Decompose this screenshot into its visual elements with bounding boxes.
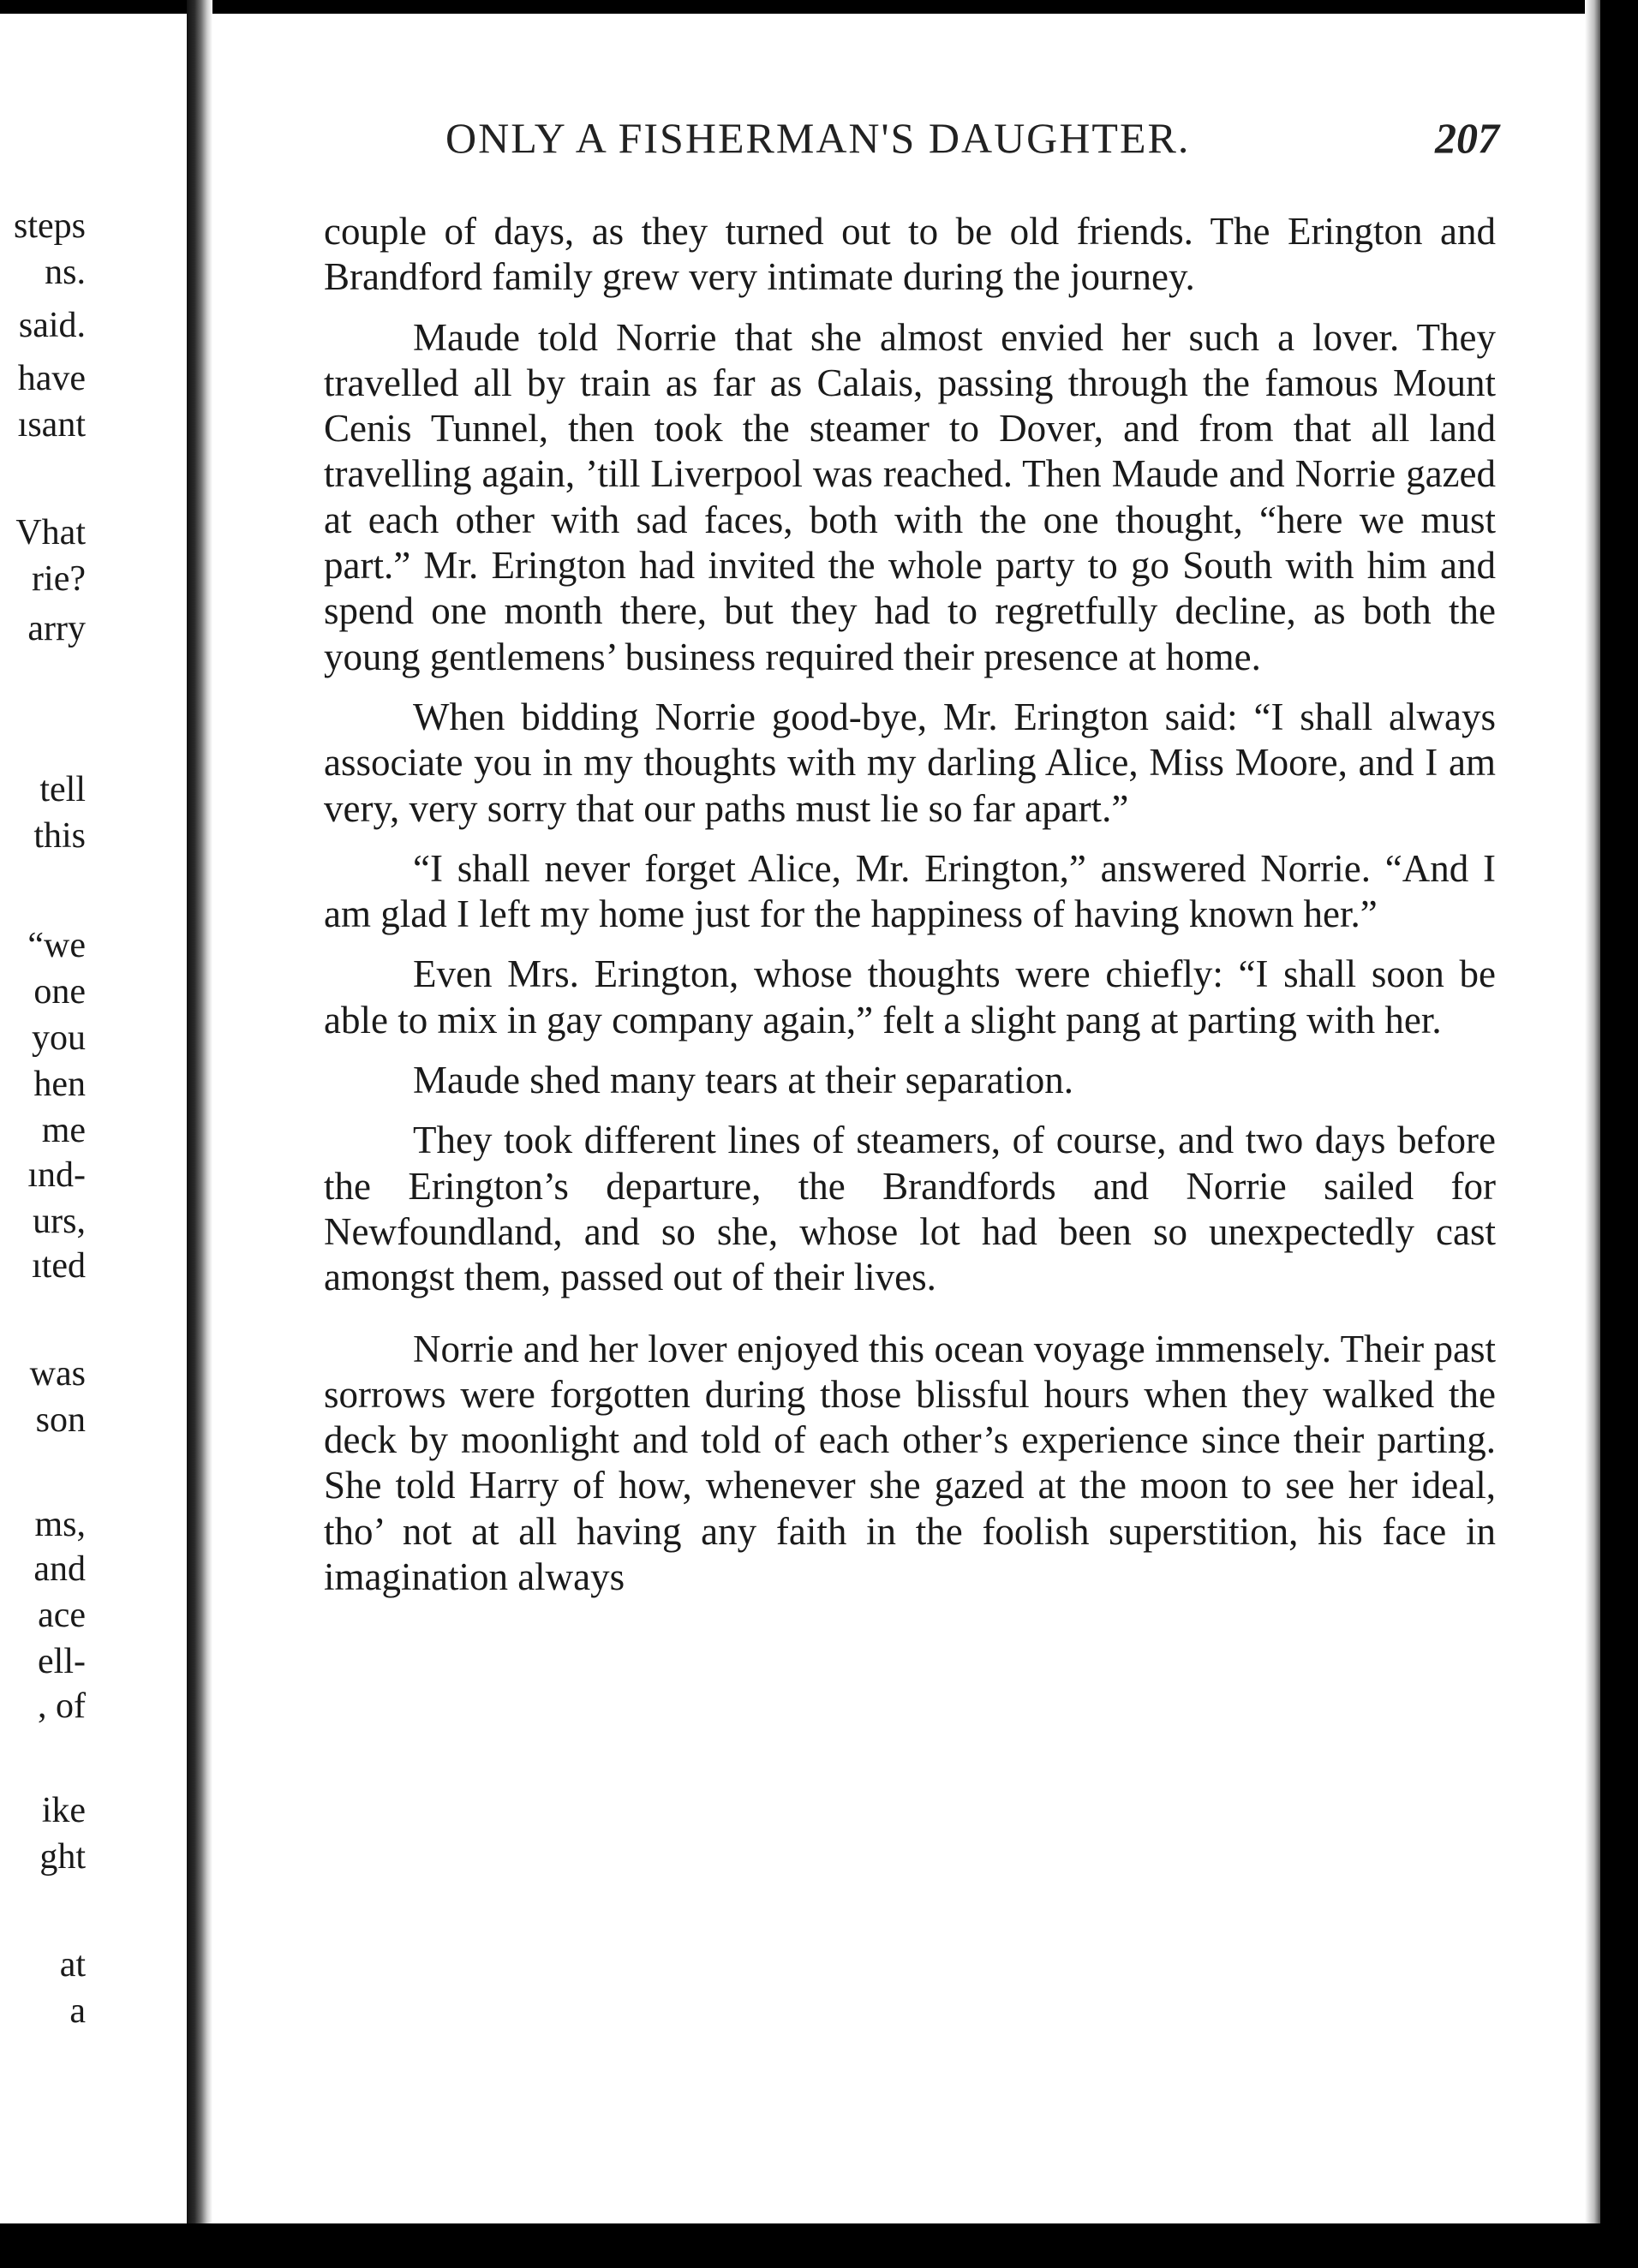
scan-border-top bbox=[0, 0, 1638, 14]
fragment-line: ınd- bbox=[27, 1155, 86, 1195]
paragraph: Norrie and her lover enjoyed this ocean voyage immensely. Their past sorrows were forgotten during those blissful hours when they walked the deck by moonlight and told of each other’s experience since their parting. She told Harry of how, whenever she gazed at the moon to see her ideal, tho’ not at all having any faith in the foolish superstition, his face in imagination always bbox=[324, 1327, 1496, 1599]
fragment-line: ms, bbox=[34, 1505, 86, 1544]
fragment-line: ns. bbox=[45, 253, 86, 292]
fragment-line: one bbox=[33, 972, 86, 1012]
page-number: 207 bbox=[1435, 114, 1499, 162]
scan-border-bottom bbox=[0, 2223, 1638, 2268]
paragraph: Even Mrs. Erington, whose thoughts were chiefly: “I shall soon be able to mix in gay company again,” felt a slight pang at parting with her. bbox=[324, 952, 1496, 1041]
left-page-fragments bbox=[0, 0, 94, 2227]
fragment-line: ike bbox=[41, 1791, 86, 1830]
fragment-line: “we bbox=[27, 926, 86, 965]
fragment-line: tell bbox=[39, 770, 86, 809]
fragment-line: arry bbox=[27, 609, 86, 648]
paragraph: They took different lines of steamers, of course, and two days before the Erington’s departure, the Brandfords and Norrie sailed for Newfoundland, and so she, whose lot had been so unexpectedly cast amongst them, passed out of their lives. bbox=[324, 1119, 1496, 1299]
fragment-line: you bbox=[32, 1018, 86, 1058]
scan-border-right bbox=[1600, 0, 1638, 2268]
paragraph: Maude shed many tears at their separation. bbox=[413, 1059, 1073, 1102]
paragraph: Maude told Norrie that she almost envied her such a lover. They travelled all by train as far as Calais, passing through the famous Mount Cenis Tunnel, then took the steamer to Dover, and from that all land travelling again, ’till Liverpool was reached. Then Maude and Norrie gazed at each other with sad faces, both with the one thought, “here we must part.” Mr. Erington had invited the whole party to go South with him and spend one month there, but they had to regretfully decline, as both the young gentlemens’ business required their presence at home. bbox=[324, 315, 1496, 678]
fragment-line: son bbox=[35, 1400, 86, 1440]
book-gutter-shadow bbox=[187, 0, 212, 2268]
fragment-line: urs, bbox=[33, 1202, 86, 1241]
fragment-line: , of bbox=[38, 1686, 86, 1726]
fragment-line: a bbox=[69, 1991, 86, 2031]
fragment-line: said. bbox=[18, 306, 86, 345]
fragment-line: have bbox=[17, 359, 86, 398]
fragment-line: ısant bbox=[17, 405, 86, 445]
fragment-line: ace bbox=[38, 1596, 86, 1635]
fragment-line: ıted bbox=[32, 1246, 86, 1286]
paragraph: When bidding Norrie good-bye, Mr. Erington said: “I shall always associate you in my thoughts with my darling Alice, Miss Moore, and I am very, very sorry that our paths must lie so far apart.” bbox=[324, 695, 1496, 830]
body-text bbox=[324, 209, 1496, 1600]
fragment-line: hen bbox=[33, 1065, 86, 1104]
fragment-line: ght bbox=[39, 1837, 86, 1877]
fragment-line: Vhat bbox=[15, 513, 86, 552]
fragment-line: this bbox=[33, 816, 86, 856]
running-header-title: ONLY A FISHERMAN'S DAUGHTER. bbox=[445, 114, 1191, 162]
fragment-line: was bbox=[29, 1354, 86, 1394]
fragment-line: rie? bbox=[32, 559, 86, 599]
running-header bbox=[445, 113, 1499, 173]
page-edge-shadow bbox=[1585, 0, 1600, 2268]
paragraph: “I shall never forget Alice, Mr. Erington,” answered Norrie. “And I am glad I left my home just for the happiness of having known her.” bbox=[324, 846, 1496, 936]
paragraph: couple of days, as they turned out to be old friends. The Erington and Brandford family grew very intimate during the journey. bbox=[324, 210, 1496, 299]
fragment-line: at bbox=[59, 1945, 86, 1984]
fragment-line: ell- bbox=[38, 1642, 86, 1681]
fragment-line: me bbox=[41, 1111, 86, 1150]
fragment-line: steps bbox=[14, 206, 86, 246]
fragment-line: and bbox=[33, 1549, 86, 1589]
